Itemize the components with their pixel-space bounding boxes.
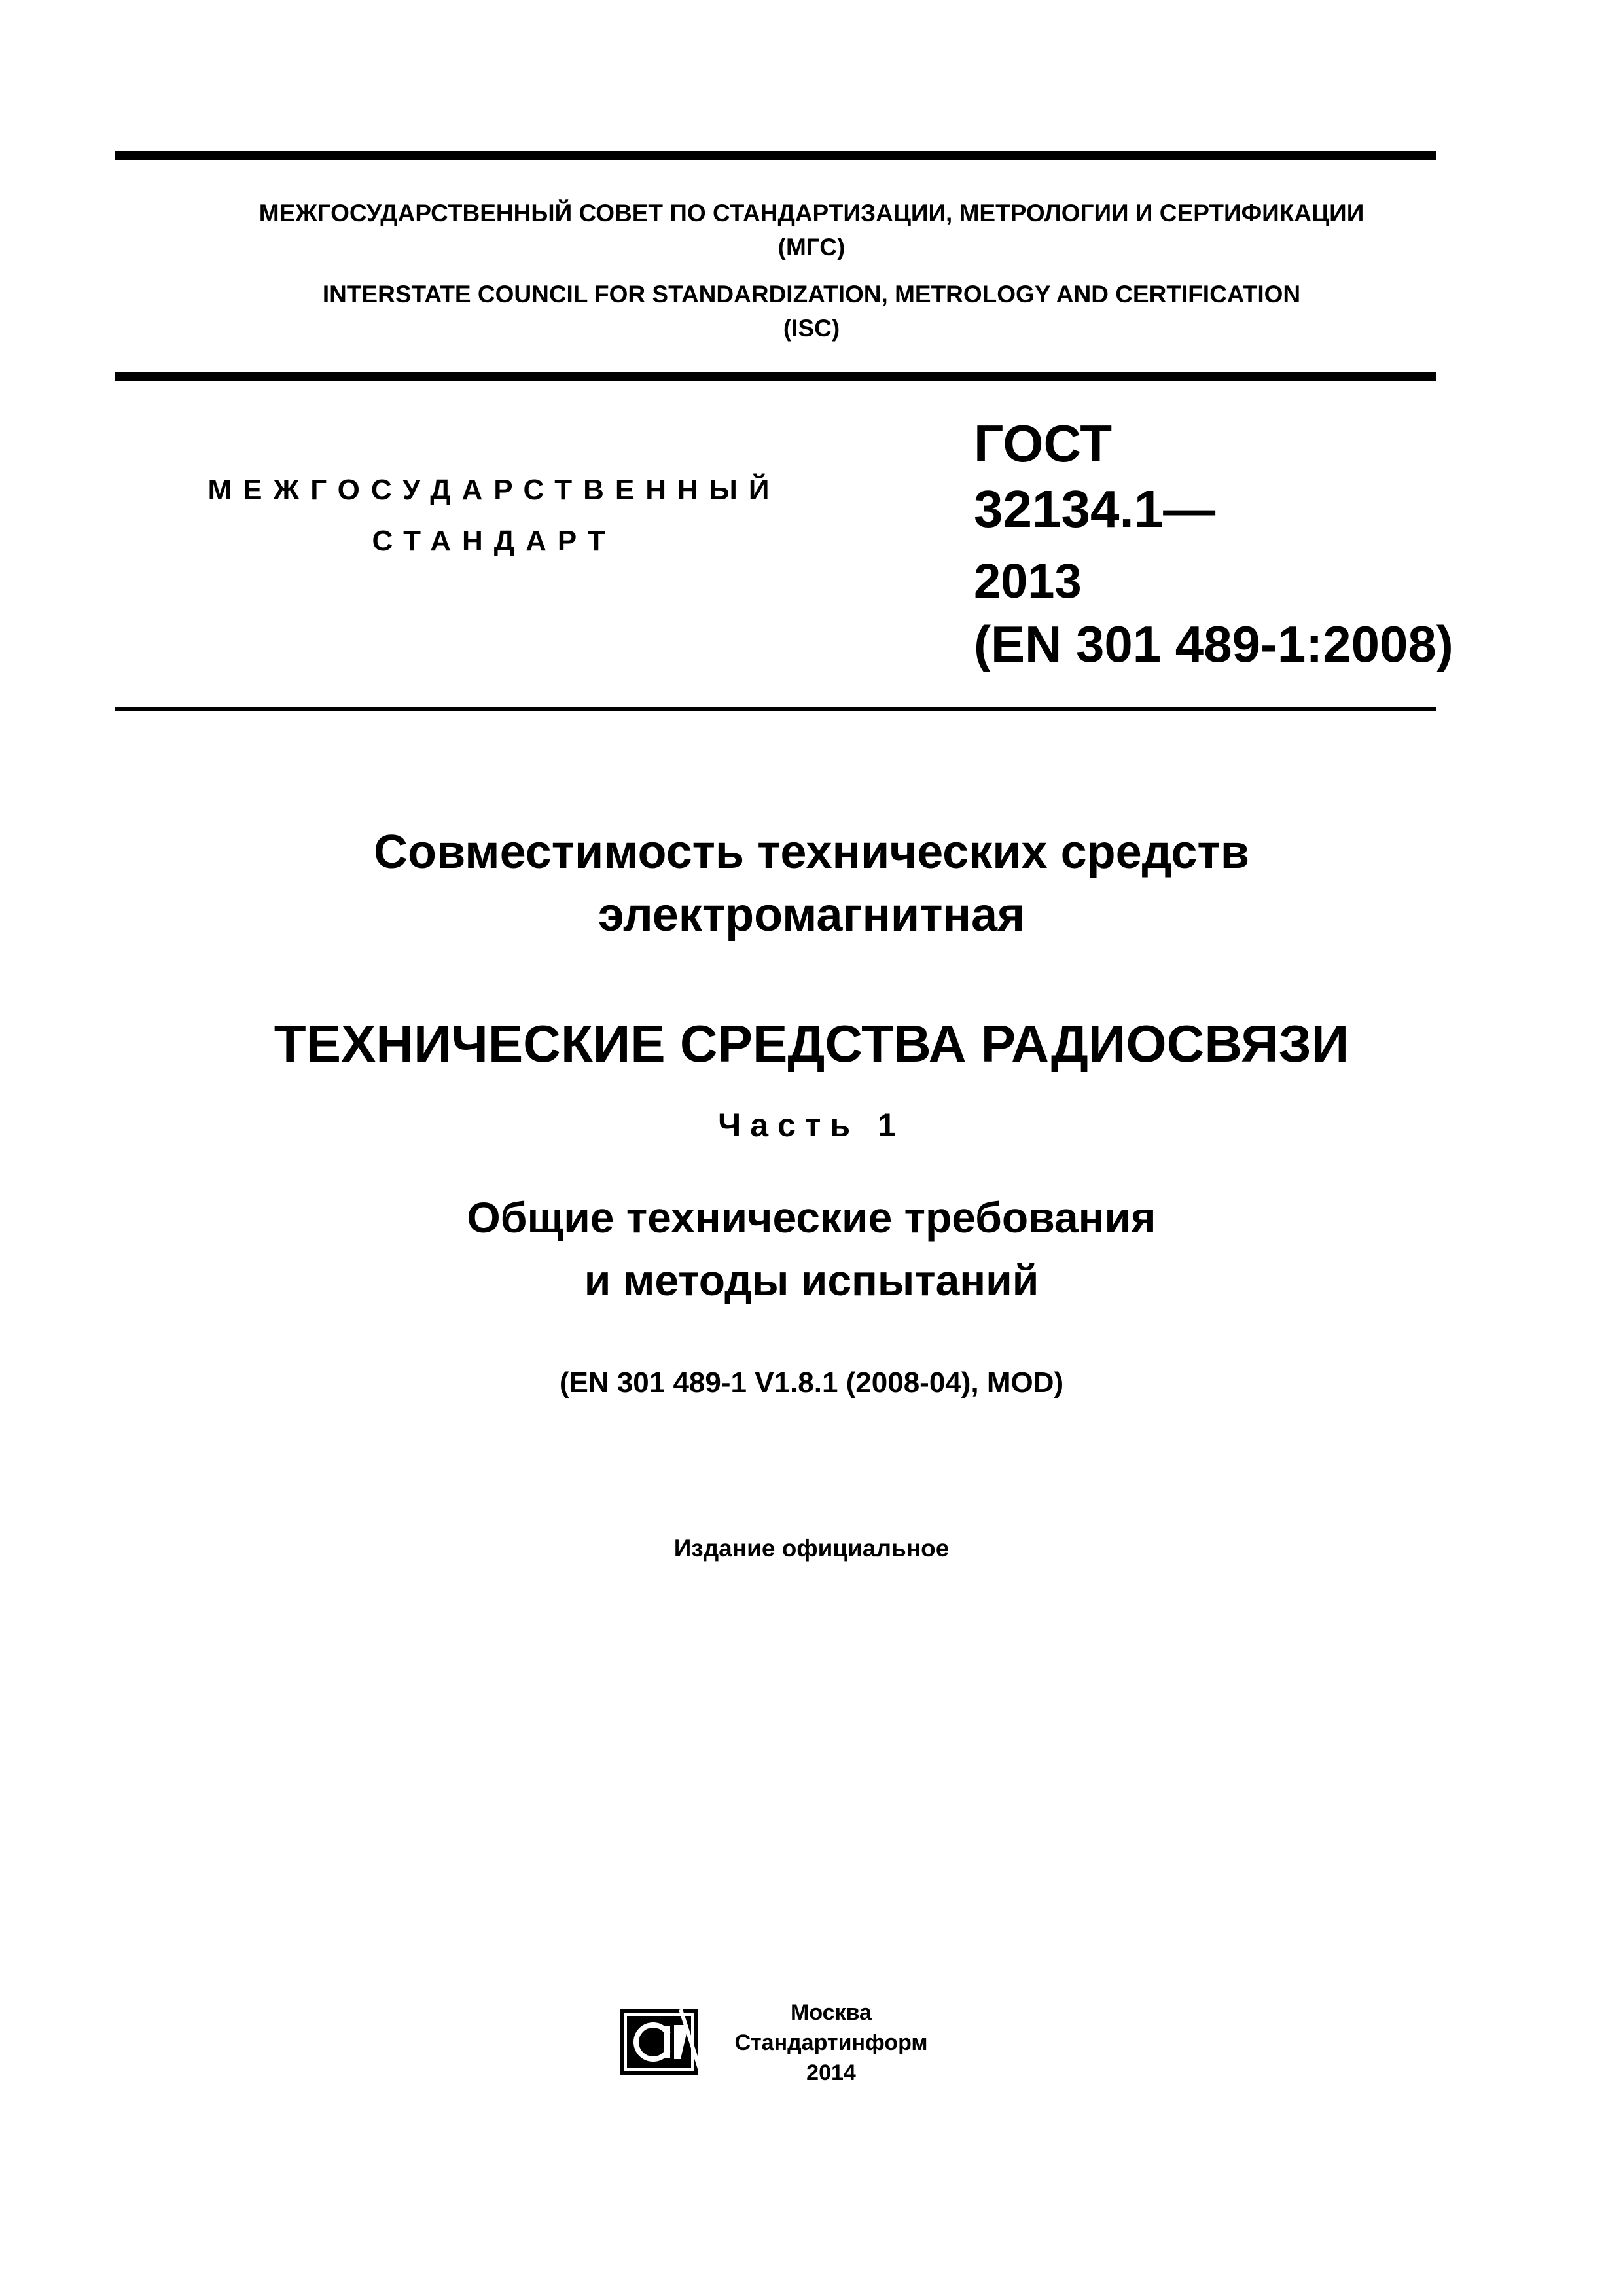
council-en-line1: INTERSTATE COUNCIL FOR STANDARDIZATION, METROLOGY AND CERTIFICATION <box>322 281 1301 308</box>
designation-line1: ГОСТ <box>974 414 1113 473</box>
publisher-year: 2014 <box>806 2060 856 2085</box>
council-ru-line2: (МГС) <box>777 234 846 260</box>
council-en-line2: (ISC) <box>783 315 840 342</box>
designation-rule <box>115 707 1436 711</box>
designation-line2: 32134.1— <box>974 480 1216 538</box>
top-rule <box>115 151 1436 160</box>
title-main-line1: Совместимость технических средств <box>374 826 1249 878</box>
title-main-line2: электромагнитная <box>597 889 1025 941</box>
publisher-name: Стандартинформ <box>734 2030 928 2055</box>
title-part: Часть 1 <box>718 1107 905 1143</box>
header-rule <box>115 372 1436 381</box>
designation-line3: 2013 <box>974 554 1082 608</box>
standard-label-line2: СТАНДАРТ <box>372 525 616 557</box>
publisher-city: Москва <box>791 2000 872 2025</box>
designation-line4: (EN 301 489-1:2008) <box>974 615 1454 673</box>
standard-label-line1: МЕЖГОСУДАРСТВЕННЫЙ <box>207 474 781 506</box>
standartinform-logo-icon <box>615 2003 707 2081</box>
part-title-line1: Общие технические требования <box>467 1193 1156 1242</box>
edition-label: Издание официальное <box>673 1535 950 1562</box>
original-reference: (EN 301 489-1 V1.8.1 (2008-04), MOD) <box>559 1367 1064 1399</box>
council-ru-line1: МЕЖГОСУДАРСТВЕННЫЙ СОВЕТ ПО СТАНДАРТИЗАЦИИ, МЕТРОЛОГИИ И СЕРТИФИКАЦИИ <box>259 200 1364 226</box>
part-title-line2: и методы испытаний <box>584 1256 1039 1304</box>
title-subject: ТЕХНИЧЕСКИЕ СРЕДСТВА РАДИОСВЯЗИ <box>274 1014 1349 1073</box>
